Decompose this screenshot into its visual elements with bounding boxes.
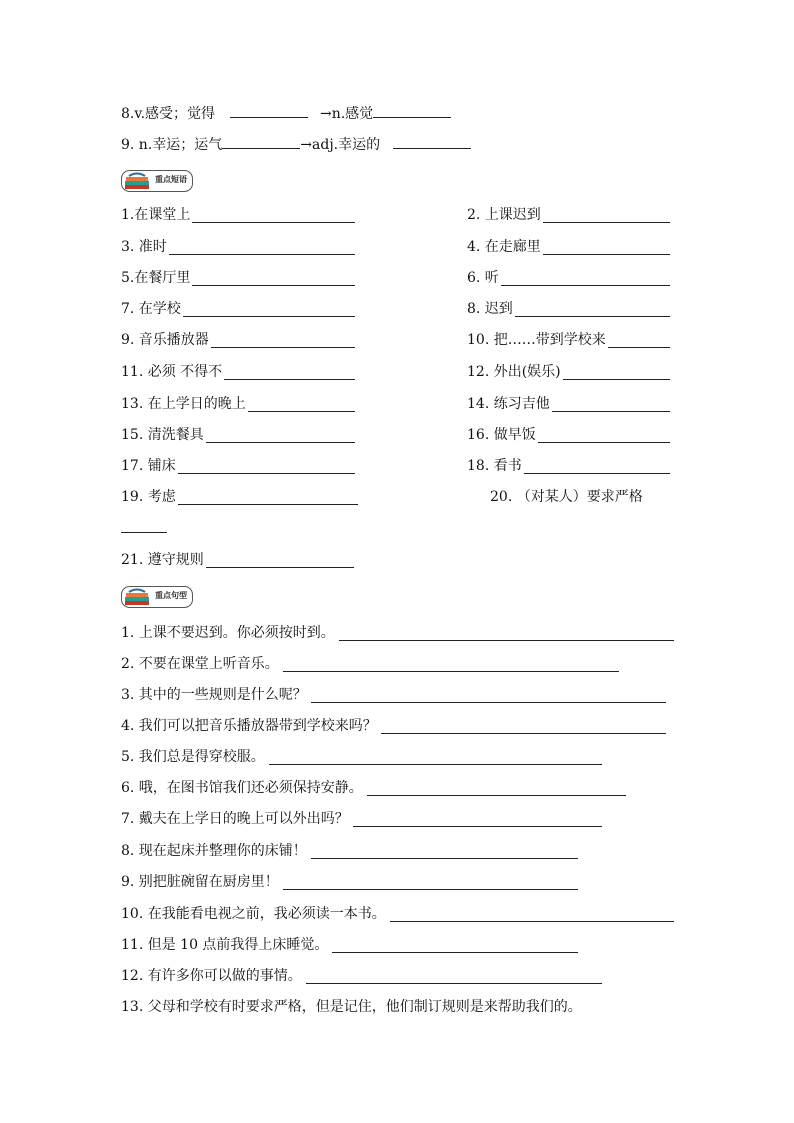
answer-blank[interactable] (283, 671, 619, 672)
answer-blank[interactable] (178, 504, 358, 505)
phrase-prompt: 12. 外出(娱乐) (467, 364, 561, 380)
phrase-item (467, 238, 541, 256)
vocab-prompt: 8.v.感受；觉得 (121, 106, 216, 122)
phrase-item (467, 269, 499, 287)
phrase-prompt: 1.在课堂上 (121, 207, 191, 223)
phrase-item (121, 551, 204, 569)
sentence-prompt: 7. 戴夫在上学日的晚上可以外出吗？ (121, 811, 349, 827)
phrase-item (467, 395, 550, 413)
answer-blank[interactable] (311, 702, 666, 703)
answer-blank[interactable] (501, 285, 670, 286)
answer-blank[interactable] (367, 795, 626, 796)
vocab-item-8 (121, 103, 451, 123)
phrase-prompt: 9. 音乐播放器 (121, 332, 209, 348)
answer-blank[interactable] (608, 347, 670, 348)
phrase-prompt: 11. 必须 不得不 (121, 364, 223, 380)
phrase-prompt: 6. 听 (467, 270, 499, 286)
answer-blank[interactable] (332, 952, 578, 953)
sentence-prompt: 4. 我们可以把音乐播放器带到学校来吗？ (121, 718, 377, 734)
sentence-prompt: 10. 在我能看电视之前，我必须读一本书。 (121, 906, 386, 922)
phrase-prompt: 14. 练习吉他 (467, 396, 550, 412)
phrase-item (121, 395, 246, 413)
phrase-item (490, 488, 643, 506)
answer-blank[interactable] (393, 134, 471, 149)
answer-blank[interactable] (192, 285, 355, 286)
sentence-item (121, 967, 302, 985)
phrase-prompt: 18. 看书 (467, 458, 522, 474)
phrase-item (121, 300, 181, 318)
phrase-prompt: 5.在餐厅里 (121, 270, 191, 286)
answer-blank[interactable] (283, 889, 578, 890)
vocab-item-9 (121, 134, 471, 154)
answer-blank[interactable] (524, 473, 670, 474)
answer-blank[interactable] (381, 733, 666, 734)
answer-blank[interactable] (543, 254, 670, 255)
answer-blank[interactable] (121, 532, 167, 533)
answer-blank[interactable] (306, 983, 602, 984)
answer-blank[interactable] (353, 826, 602, 827)
phrase-prompt: 3. 准时 (121, 239, 167, 255)
phrase-prompt: 15. 清洗餐具 (121, 427, 204, 443)
answer-blank[interactable] (515, 316, 670, 317)
phrase-item (121, 363, 222, 381)
phrase-prompt: 13. 在上学日的晚上 (121, 396, 246, 412)
sentence-item (121, 998, 582, 1016)
sentence-prompt: 2. 不要在课堂上听音乐。 (121, 656, 279, 672)
sentence-prompt: 6. 哦，在图书馆我们还必须保持安静。 (121, 780, 363, 796)
sentence-item (121, 717, 377, 735)
sentence-item (121, 936, 328, 954)
section-badge-phrases (121, 170, 193, 192)
phrase-item (121, 331, 209, 349)
answer-blank[interactable] (224, 379, 355, 380)
phrase-prompt: 2. 上课迟到 (467, 207, 541, 223)
phrase-item (121, 269, 190, 287)
phrase-prompt: 8. 迟到 (467, 301, 513, 317)
sentence-item (121, 810, 349, 828)
sentence-prompt: 8. 现在起床并整理你的床铺！ (121, 843, 307, 859)
phrase-item (467, 426, 536, 444)
phrase-item (121, 238, 167, 256)
phrase-item (467, 457, 522, 475)
sentence-prompt: 12. 有许多你可以做的事情。 (121, 968, 302, 984)
sentence-item (121, 905, 386, 923)
answer-blank[interactable] (538, 442, 670, 443)
answer-blank[interactable] (206, 567, 354, 568)
sentence-prompt: 11. 但是 10 点前我得上床睡觉。 (121, 937, 329, 953)
sentence-prompt: 9. 别把脏碗留在厨房里！ (121, 874, 279, 890)
sentence-item (121, 748, 265, 766)
phrase-item (467, 363, 561, 381)
answer-blank[interactable] (248, 411, 355, 412)
phrase-item (467, 300, 513, 318)
answer-blank[interactable] (339, 640, 674, 641)
phrase-prompt: 20. （对某人）要求严格 (490, 489, 643, 505)
sentence-prompt: 13. 父母和学校有时要求严格，但是记住，他们制订规则是来帮助我们的。 (121, 999, 582, 1015)
answer-blank[interactable] (543, 222, 670, 223)
sentence-prompt: 3. 其中的一些规则是什么呢？ (121, 687, 307, 703)
phrase-prompt: 7. 在学校 (121, 301, 181, 317)
answer-blank[interactable] (192, 222, 355, 223)
answer-blank[interactable] (211, 347, 355, 348)
phrase-item (121, 426, 204, 444)
vocab-derived-prompt: →n.感觉 (319, 106, 374, 122)
phrase-prompt: 4. 在走廊里 (467, 239, 541, 255)
sentence-item (121, 624, 335, 642)
phrase-item (121, 206, 190, 224)
phrase-item (121, 457, 176, 475)
sentence-item (121, 655, 279, 673)
answer-blank[interactable] (373, 103, 451, 118)
section-heading: 重点短语 (155, 175, 187, 184)
phrase-prompt: 19. 考虑 (121, 489, 176, 505)
answer-blank[interactable] (178, 473, 355, 474)
sentence-prompt: 5. 我们总是得穿校服。 (121, 749, 265, 765)
sentence-prompt: 1. 上课不要迟到。你必须按时到。 (121, 625, 335, 641)
answer-blank[interactable] (563, 379, 670, 380)
sentence-item (121, 873, 279, 891)
sentence-item (121, 842, 307, 860)
phrase-prompt: 21. 遵守规则 (121, 552, 204, 568)
answer-blank[interactable] (230, 103, 308, 118)
answer-blank[interactable] (552, 411, 670, 412)
section-heading: 重点句型 (155, 591, 187, 600)
phrase-item (121, 488, 176, 506)
sentence-item (121, 686, 307, 704)
phrase-prompt: 17. 铺床 (121, 458, 176, 474)
answer-blank[interactable] (206, 442, 355, 443)
answer-blank[interactable] (169, 254, 355, 255)
vocab-derived-prompt: →adj.幸运的 (300, 137, 381, 153)
phrase-prompt: 10. 把……带到学校来 (467, 332, 606, 348)
answer-blank[interactable] (222, 134, 300, 149)
answer-blank[interactable] (390, 921, 674, 922)
answer-blank[interactable] (183, 316, 355, 317)
section-badge-sentences (121, 586, 193, 608)
vocab-prompt: 9. n.幸运；运气 (121, 137, 223, 153)
phrase-item (467, 331, 606, 349)
phrase-item (467, 206, 541, 224)
sentence-item (121, 779, 363, 797)
phrase-prompt: 16. 做早饭 (467, 427, 536, 443)
answer-blank[interactable] (269, 764, 602, 765)
answer-blank[interactable] (311, 858, 578, 859)
